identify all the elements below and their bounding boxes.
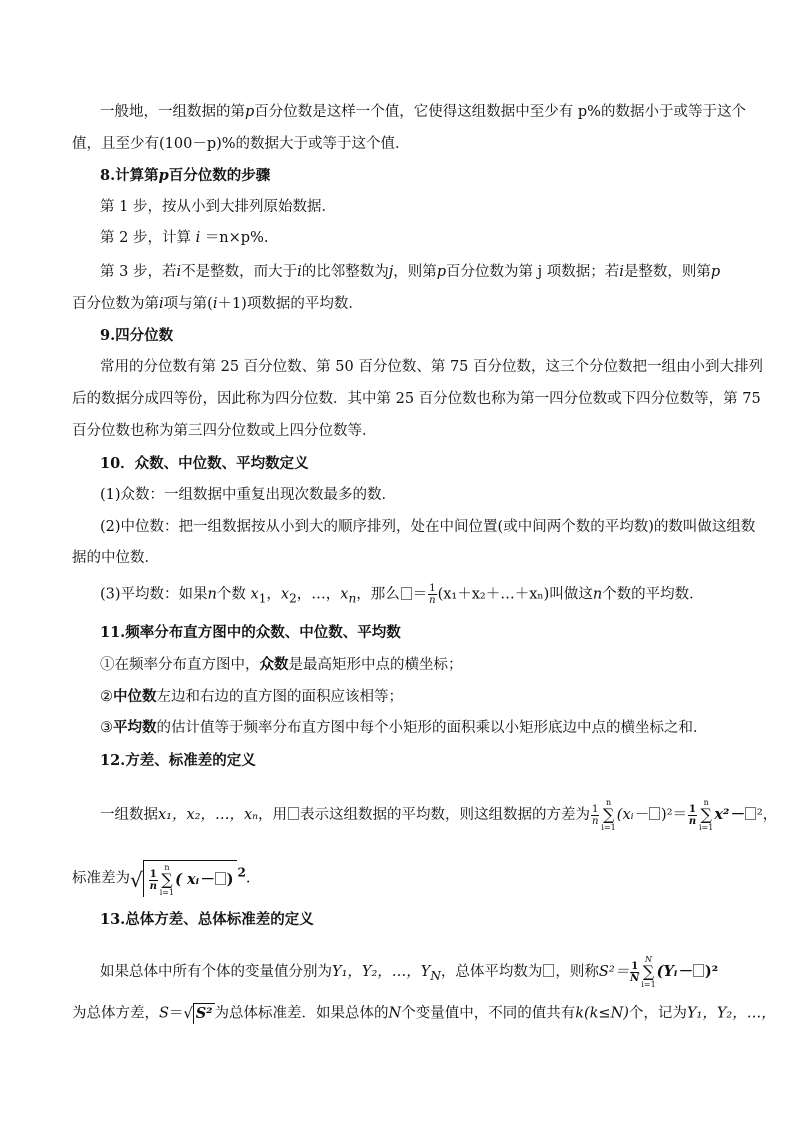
text: 个，记为 <box>628 1005 687 1022</box>
fraction <box>688 804 697 827</box>
text: ，那么 <box>356 586 400 603</box>
text: ，总体平均数为 <box>440 964 543 980</box>
var-p: p <box>436 264 447 280</box>
var-p: p <box>245 104 255 120</box>
fraction <box>630 961 639 984</box>
radicand <box>143 860 238 897</box>
text: 不是整数，而大于 <box>181 264 298 280</box>
text: ＝ <box>168 1005 184 1022</box>
heading-section-11: 11.频率分布直方图中的众数、中位数、平均数 <box>100 624 401 641</box>
histogram-mean <box>100 718 708 738</box>
text: ，…， <box>296 586 341 603</box>
heading-section-8 <box>100 166 270 186</box>
median-definition-line2: 据的中位数． <box>72 550 159 566</box>
var-i: i <box>159 296 164 312</box>
step-2 <box>100 228 268 248</box>
text: 标准差为 <box>72 870 130 887</box>
numerator: 1 <box>631 960 639 972</box>
step-3-line1 <box>100 262 720 282</box>
text: 表示这组数据的平均数，则这组数据的方差为 <box>300 807 591 823</box>
histogram-mode <box>100 655 463 675</box>
para-percentile-def-line2 <box>72 134 410 154</box>
sub: n <box>348 591 357 606</box>
mean-definition: (3)平均数：如果n个数 $x_1$，$x_2$，…，$x_n$，那么 ＝ $\frac{1}{n}$ (x₁＋x₂＋…＋xₙ)叫做这n个数的平均数． <box>100 583 704 606</box>
var-S: S <box>159 1005 169 1022</box>
text: 为总体方差， <box>72 1005 159 1022</box>
text: 百分位数的步骤 <box>168 167 271 184</box>
radical-icon: √ <box>183 1006 193 1022</box>
text: 8.计算第 <box>100 167 159 184</box>
text: 的比邻整数为 <box>301 264 389 280</box>
mean-symbol-placeholder-icon <box>288 807 299 820</box>
text: ＋1)项数据的平均数． <box>217 296 363 312</box>
expr: ² <box>756 807 763 823</box>
histogram-median <box>100 687 403 707</box>
text: 个数 <box>216 586 246 603</box>
text: 项与第( <box>163 296 213 312</box>
median-definition-line1: (2)中位数：把一组数据按从小到大的顺序排列，处在中间位置(或中间两个数的平均数)的数叫做这组数 <box>100 519 756 535</box>
expr: ) <box>226 871 234 888</box>
para-percentile-def-line1 <box>100 102 746 122</box>
text: ② <box>100 689 113 705</box>
fraction <box>149 869 158 892</box>
text: 第 2 步，计算 <box>100 230 191 246</box>
sum-bottom: i=1 <box>699 823 714 832</box>
fraction <box>428 583 436 606</box>
bold-term: 众数 <box>259 656 289 673</box>
fraction <box>591 804 599 827</box>
expr: (Yᵢ－ <box>656 963 692 980</box>
var-p: p <box>710 264 721 280</box>
text: ①在频率分布直方图中， <box>100 657 260 673</box>
numerator: 1 <box>689 803 696 815</box>
denominator: N <box>630 972 640 984</box>
text: 第 3 步，若 <box>100 264 177 280</box>
text: 值，且至少有(100－p)%的数据大于或等于这个值． <box>72 136 410 152</box>
text: ③ <box>100 720 113 736</box>
text: 是整数，则第 <box>623 264 711 280</box>
numerator: 1 <box>592 803 599 815</box>
sum-top: n <box>164 863 170 872</box>
sigma-icon: ∑ <box>642 962 655 981</box>
expr: )² <box>704 963 719 980</box>
quartile-line2: 后的数据分成四等份，因此称为四分位数．其中第 25 百分位数也称为第一四分位数或下四分位数等，第 75 <box>72 391 761 407</box>
text: 是最高矩形中点的横坐标； <box>288 657 463 673</box>
text: ，用 <box>258 807 288 823</box>
denominator: n <box>688 815 697 827</box>
text: 第 1 步，按从小到大排列原始数据． <box>100 199 336 215</box>
bold-term: 中位数 <box>113 688 157 705</box>
text: 百分位数为第 j 项数据；若 <box>446 264 620 280</box>
summation <box>699 798 713 832</box>
sqrt-expression <box>183 1003 214 1024</box>
population-variance-line1 <box>100 955 718 989</box>
text: ＝n×p%. <box>204 230 269 246</box>
var-N: N <box>388 1005 402 1022</box>
sigma-icon: ∑ <box>700 805 712 824</box>
sum-top: n <box>703 798 709 807</box>
bold-term: 平均数 <box>113 719 157 736</box>
sigma-icon: ∑ <box>602 805 615 824</box>
text: . <box>245 870 251 887</box>
sub: N <box>430 968 441 983</box>
denominator: n <box>592 815 599 827</box>
mean-symbol-placeholder-icon <box>401 587 412 600</box>
mean-symbol-placeholder-icon <box>215 872 226 885</box>
var-x: x <box>340 586 349 603</box>
summation <box>641 955 655 989</box>
var-n: n <box>207 586 217 603</box>
data-list: Y₁，Y₂，…，Y <box>332 964 431 980</box>
denominator: n <box>429 595 436 606</box>
numerator: 1 <box>429 583 436 594</box>
denominator: n <box>149 880 157 892</box>
var-i: i <box>195 230 201 246</box>
text: ，则第 <box>393 264 437 280</box>
summation <box>160 863 174 897</box>
numerator: 1 <box>149 868 157 880</box>
var-i: i <box>212 296 218 312</box>
mean-symbol-placeholder-icon <box>543 964 554 977</box>
var-i: i <box>176 264 182 280</box>
radicand: S² <box>193 1003 215 1024</box>
sum-bottom: i=1 <box>601 823 616 832</box>
var-j: j <box>388 264 394 280</box>
sigma-icon: ∑ <box>161 870 173 889</box>
heading-section-13: 13.总体方差、总体标准差的定义 <box>100 911 314 928</box>
var-i: i <box>619 264 624 280</box>
var-i: i <box>297 264 302 280</box>
expr: S²＝ <box>598 964 630 980</box>
text: (3)平均数：如果 <box>100 586 208 603</box>
expr: (xᵢ－ <box>616 807 649 823</box>
sum-top: N <box>644 955 652 964</box>
var-x: x <box>280 586 290 603</box>
text: 左边和右边的直方图的面积应该相等； <box>156 689 403 705</box>
expr: x²－ <box>714 806 744 823</box>
standard-deviation-definition <box>72 860 251 897</box>
text: 个数的平均数． <box>602 586 704 603</box>
variance-definition <box>100 798 777 832</box>
step-1 <box>100 197 336 217</box>
text: (x₁＋x₂＋…＋xₙ) <box>437 586 550 603</box>
mean-symbol-placeholder-icon <box>693 964 704 977</box>
expr: )²＝ <box>661 807 688 823</box>
var-p: p <box>158 167 169 184</box>
var-x: x <box>250 586 259 603</box>
text: 为总体标准差．如果总体的 <box>214 1005 389 1022</box>
text: 如果总体中所有个体的变量值分别为 <box>100 964 332 980</box>
radical-icon: √ <box>130 868 143 892</box>
var-k: k(k≤N) <box>575 1005 629 1022</box>
data-list: Y₁，Y₂，…， <box>686 1005 776 1022</box>
var-n: n <box>592 586 603 603</box>
mean-symbol-placeholder-icon <box>745 807 756 820</box>
sum-bottom: i=1 <box>159 888 175 897</box>
heading-section-9: 9.四分位数 <box>100 327 174 344</box>
sub: 2 <box>289 591 297 606</box>
mean-symbol-placeholder-icon <box>649 807 660 820</box>
text: 百分位数为第 <box>72 296 159 312</box>
text: 一般地，一组数据的第 <box>100 104 245 120</box>
population-variance-line2 <box>72 1003 776 1024</box>
data-list: x₁，x₂，…，xₙ <box>158 807 259 823</box>
quartile-line1: 常用的分位数有第 25 百分位数、第 50 百分位数、第 75 百分位数，这三个分位数把一组由小到大排列 <box>100 359 764 375</box>
text: 的估计值等于频率分布直方图中每个小矩形的面积乘以小矩形底边中点的横坐标之和． <box>156 720 708 736</box>
sqrt-expression <box>130 860 237 897</box>
mode-definition: (1)众数：一组数据中重复出现次数最多的数． <box>100 487 397 503</box>
heading-section-10: 10．众数、中位数、平均数定义 <box>100 455 309 472</box>
text: ＝ <box>412 586 428 603</box>
expr: ( xᵢ－ <box>175 871 214 888</box>
quartile-line3: 百分位数也称为第三四分位数或上四分位数等． <box>72 423 377 439</box>
text: ， <box>762 807 778 823</box>
sum-top: n <box>606 798 612 807</box>
text: 叫做这 <box>549 586 593 603</box>
text: 个变量值中，不同的值共有 <box>401 1005 576 1022</box>
sum-bottom: i=1 <box>641 980 656 989</box>
text: ，则称 <box>555 964 599 980</box>
superscript: 2 <box>237 865 246 880</box>
text: 百分位数是这样一个值，它使得这组数据中至少有 p%的数据小于或等于这个 <box>254 104 746 120</box>
summation <box>601 798 615 832</box>
heading-section-12: 12.方差、标准差的定义 <box>100 752 256 769</box>
sub: 1 <box>258 591 267 606</box>
step-3-line2 <box>72 294 363 314</box>
text: 一组数据 <box>100 807 158 823</box>
